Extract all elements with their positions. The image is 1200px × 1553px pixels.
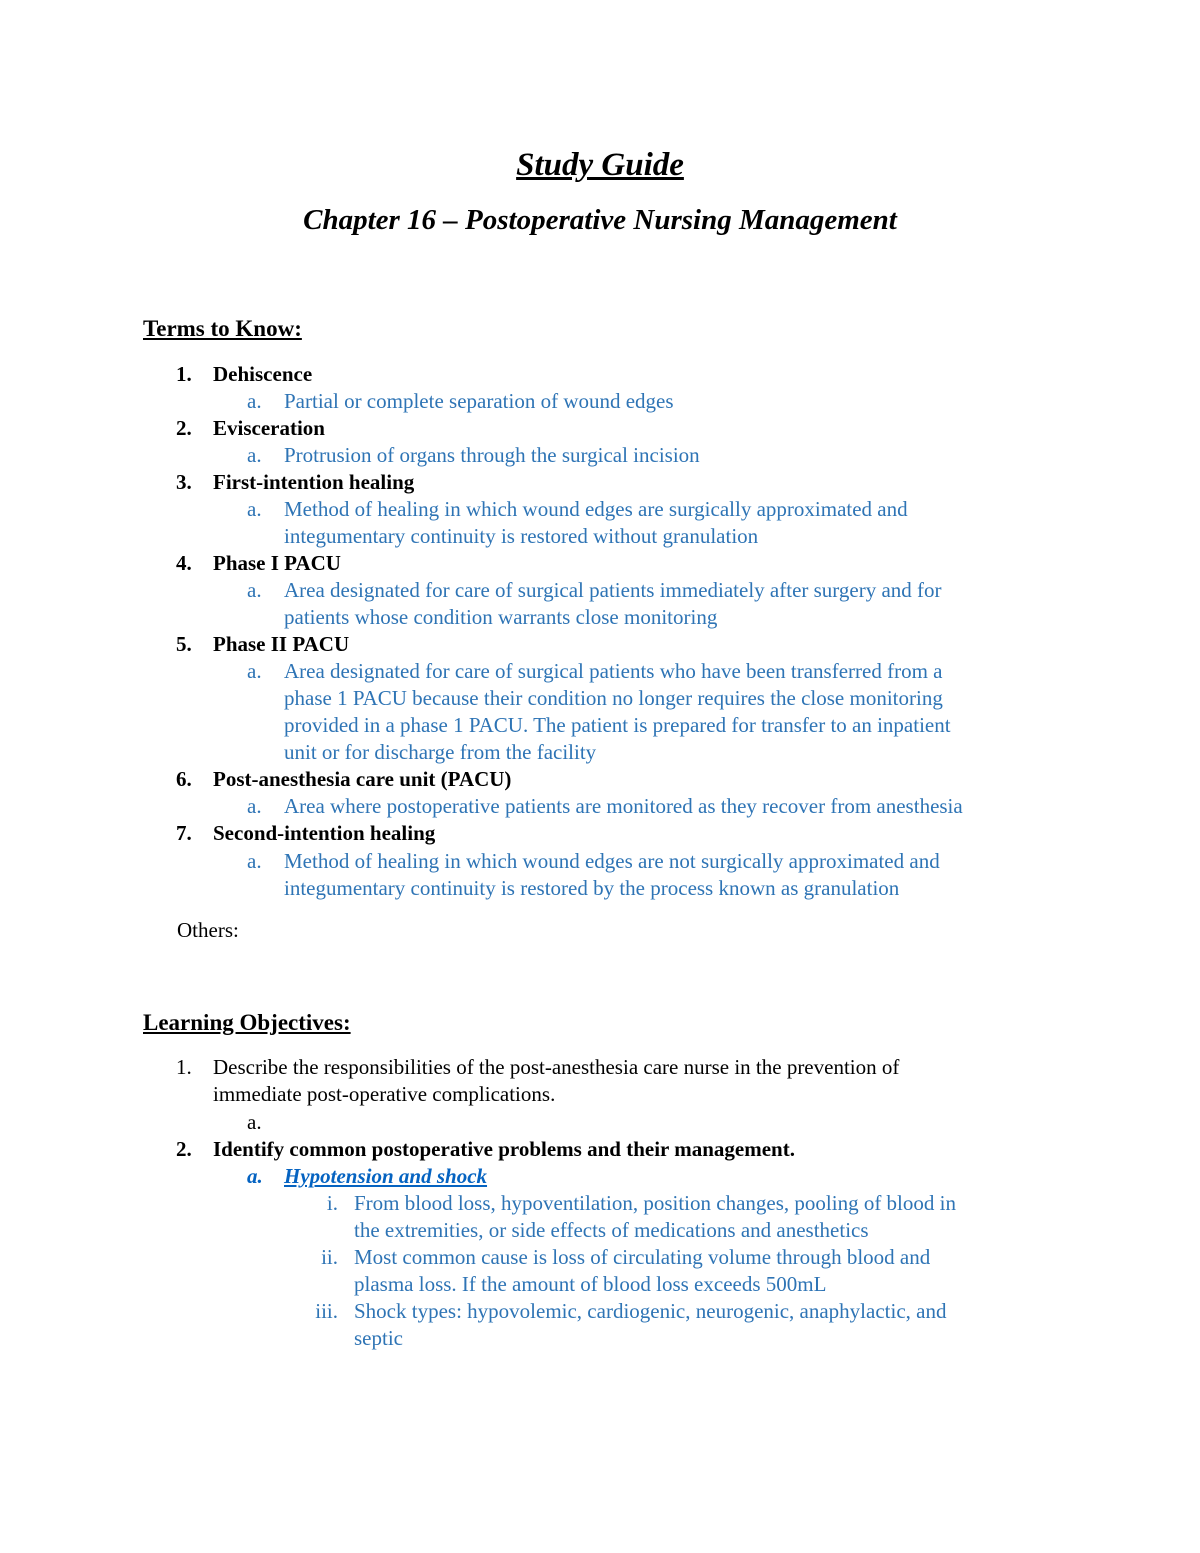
document-title: Study Guide xyxy=(516,147,684,183)
point-text-line: Shock types: hypovolemic, cardiogenic, neurogenic, anaphylactic, and xyxy=(354,1299,947,1323)
term-name: Phase I PACU xyxy=(213,551,341,575)
term-name: Dehiscence xyxy=(213,362,313,386)
subtopic-heading: Hypotension and shock xyxy=(284,1164,488,1188)
term-number: 6. xyxy=(176,767,192,791)
term-definition-line: unit or for discharge from the facility xyxy=(284,740,597,764)
term-name: Evisceration xyxy=(213,416,325,440)
objective-sub-letter: a. xyxy=(247,1110,262,1134)
definition-letter: a. xyxy=(247,849,262,873)
term-name: Second-intention healing xyxy=(213,821,436,845)
term-definition-line: phase 1 PACU because their condition no longer requires the close monitoring xyxy=(284,686,943,710)
term-definition-line: Protrusion of organs through the surgical incision xyxy=(284,443,700,467)
roman-numeral: i. xyxy=(326,1191,338,1215)
term-number: 2. xyxy=(176,416,192,440)
point-text-line: From blood loss, hypoventilation, position changes, pooling of blood in xyxy=(354,1191,956,1215)
document-subtitle: Chapter 16 – Postoperative Nursing Management xyxy=(303,204,897,236)
point-text-line: septic xyxy=(354,1326,403,1350)
roman-numeral: ii. xyxy=(321,1245,338,1269)
definition-letter: a. xyxy=(247,443,262,467)
term-definition-line: Method of healing in which wound edges are surgically approximated and xyxy=(284,497,908,521)
objective-number: 2. xyxy=(176,1137,192,1161)
term-definition-line: Area designated for care of surgical patients immediately after surgery and for xyxy=(284,578,942,602)
term-definition-line: Method of healing in which wound edges are not surgically approximated and xyxy=(284,849,940,873)
term-number: 5. xyxy=(176,632,192,656)
term-number: 7. xyxy=(176,821,192,845)
term-number: 3. xyxy=(176,470,192,494)
others-label: Others: xyxy=(177,918,239,942)
term-definition-line: provided in a phase 1 PACU. The patient is prepared for transfer to an inpatient xyxy=(284,713,951,737)
term-definition-line: Partial or complete separation of wound edges xyxy=(284,389,674,413)
definition-letter: a. xyxy=(247,389,262,413)
point-text-line: the extremities, or side effects of medications and anesthetics xyxy=(354,1218,869,1242)
term-number: 1. xyxy=(176,362,192,386)
definition-letter: a. xyxy=(247,794,262,818)
objective-sub-letter: a. xyxy=(247,1164,263,1188)
point-text-line: Most common cause is loss of circulating volume through blood and xyxy=(354,1245,931,1269)
objectives-heading: Learning Objectives: xyxy=(143,1010,351,1035)
terms-heading: Terms to Know: xyxy=(143,316,302,341)
term-definition-line: patients whose condition warrants close monitoring xyxy=(284,605,718,629)
term-name: Phase II PACU xyxy=(213,632,350,656)
objective-text-line: Describe the responsibilities of the post-anesthesia care nurse in the prevention of xyxy=(213,1055,900,1079)
objective-number: 1. xyxy=(176,1055,192,1079)
definition-letter: a. xyxy=(247,497,262,521)
point-text-line: plasma loss. If the amount of blood loss exceeds 500mL xyxy=(354,1272,827,1296)
term-definition-line: Area designated for care of surgical patients who have been transferred from a xyxy=(284,659,943,683)
term-number: 4. xyxy=(176,551,192,575)
term-definition-line: integumentary continuity is restored by the process known as granulation xyxy=(284,876,900,900)
roman-numeral: iii. xyxy=(315,1299,338,1323)
term-name: Post-anesthesia care unit (PACU) xyxy=(213,767,512,791)
definition-letter: a. xyxy=(247,578,262,602)
term-definition-line: Area where postoperative patients are monitored as they recover from anesthesia xyxy=(284,794,963,818)
objective-text: Identify common postoperative problems and their management. xyxy=(213,1137,795,1161)
objective-text-line: immediate post-operative complications. xyxy=(213,1082,556,1106)
term-name: First-intention healing xyxy=(213,470,415,494)
definition-letter: a. xyxy=(247,659,262,683)
term-definition-line: integumentary continuity is restored without granulation xyxy=(284,524,759,548)
